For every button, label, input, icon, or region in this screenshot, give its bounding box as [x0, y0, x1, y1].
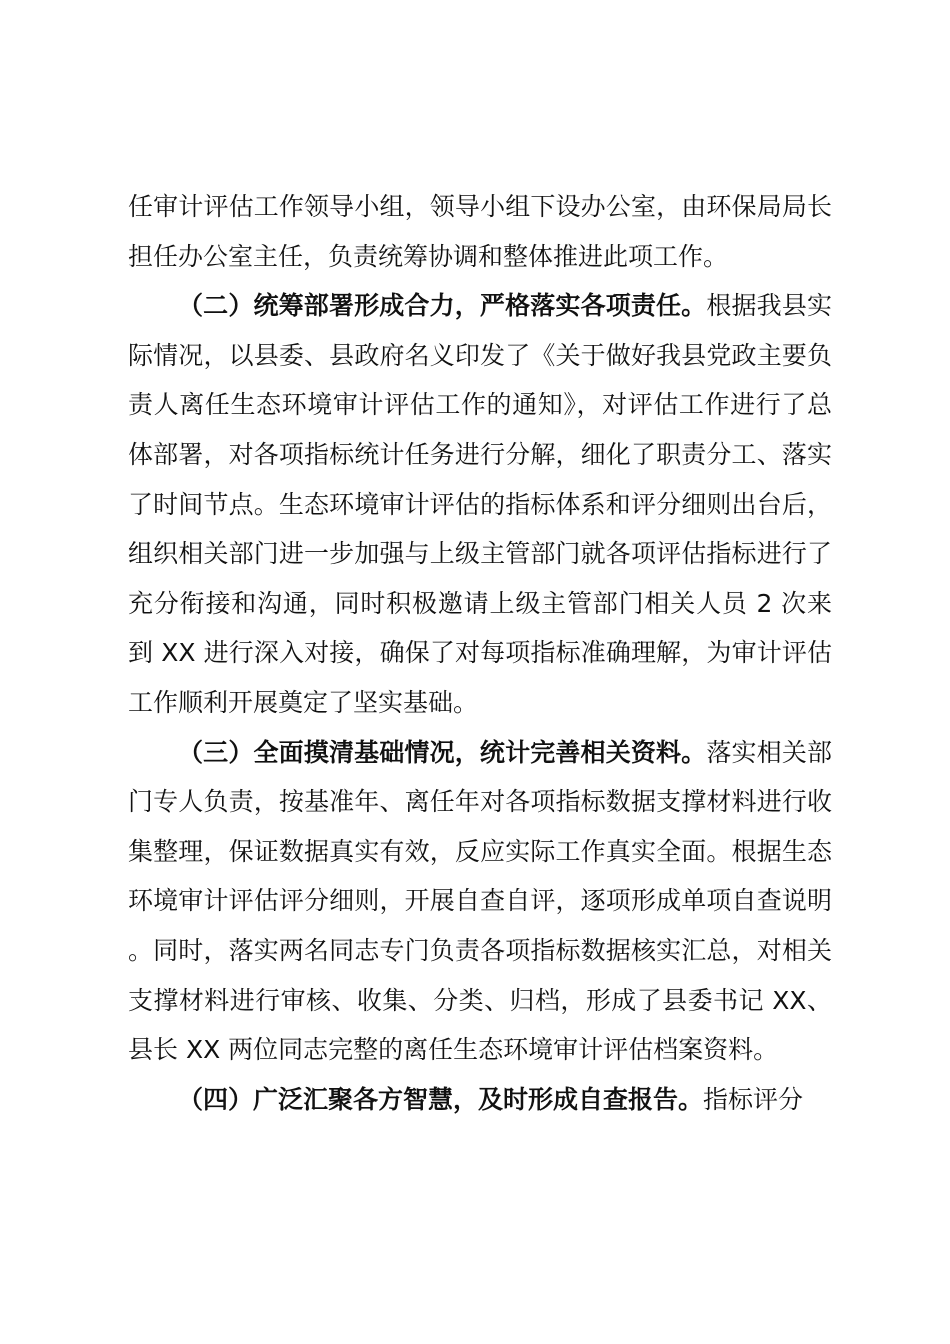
section-heading: （三）全面摸清基础情况，统计完善相关资料。 — [178, 737, 707, 767]
paragraph-section-2 — [128, 281, 832, 727]
paragraph-continuation — [128, 182, 832, 281]
paragraph-text: 落实相关部门专人负责，按基准年、离任年对各项指标数据支撑材料进行收集整理，保证数据真实有效，反应实际工作真实全面。根据生态环境审计评估评分细则，开展自查自评，逐项形成单项自查说明。同时，落实两名同志专门负责各项指标数据核实汇总，对相关支撑材料进行审核、收集、分类、归档，形成了县委书记 XX、县长 XX 两位同志完整的离任生态环境审计评估档案资料。 — [128, 737, 832, 1065]
paragraph-section-4 — [128, 1075, 832, 1125]
paragraph-text: 指标评分 — [703, 1084, 804, 1114]
section-heading: （四）广泛汇聚各方智慧，及时形成自查报告。 — [178, 1084, 704, 1114]
section-heading: （二）统筹部署形成合力，严格落实各项责任。 — [178, 291, 707, 321]
paragraph-text: 任审计评估工作领导小组，领导小组下设办公室，由环保局局长担任办公室主任，负责统筹协调和整体推进此项工作。 — [128, 192, 832, 271]
paragraph-section-3 — [128, 728, 832, 1075]
document-body — [128, 182, 832, 1124]
paragraph-text: 根据我县实际情况，以县委、县政府名义印发了《关于做好我县党政主要负责人离任生态环境审计评估工作的通知》，对评估工作进行了总体部署，对各项指标统计任务进行分解，细化了职责分工、落实了时间节点。生态环境审计评估的指标体系和评分细则出台后，组织相关部门进一步加强与上级主管部门就各项评估指标进行了充分衔接和沟通，同时积极邀请上级主管部门相关人员 2 次来到 XX 进行深入对接，确保了对每项指标准确理解，为审计评估工作顺利开展奠定了坚实基础。 — [128, 291, 832, 717]
